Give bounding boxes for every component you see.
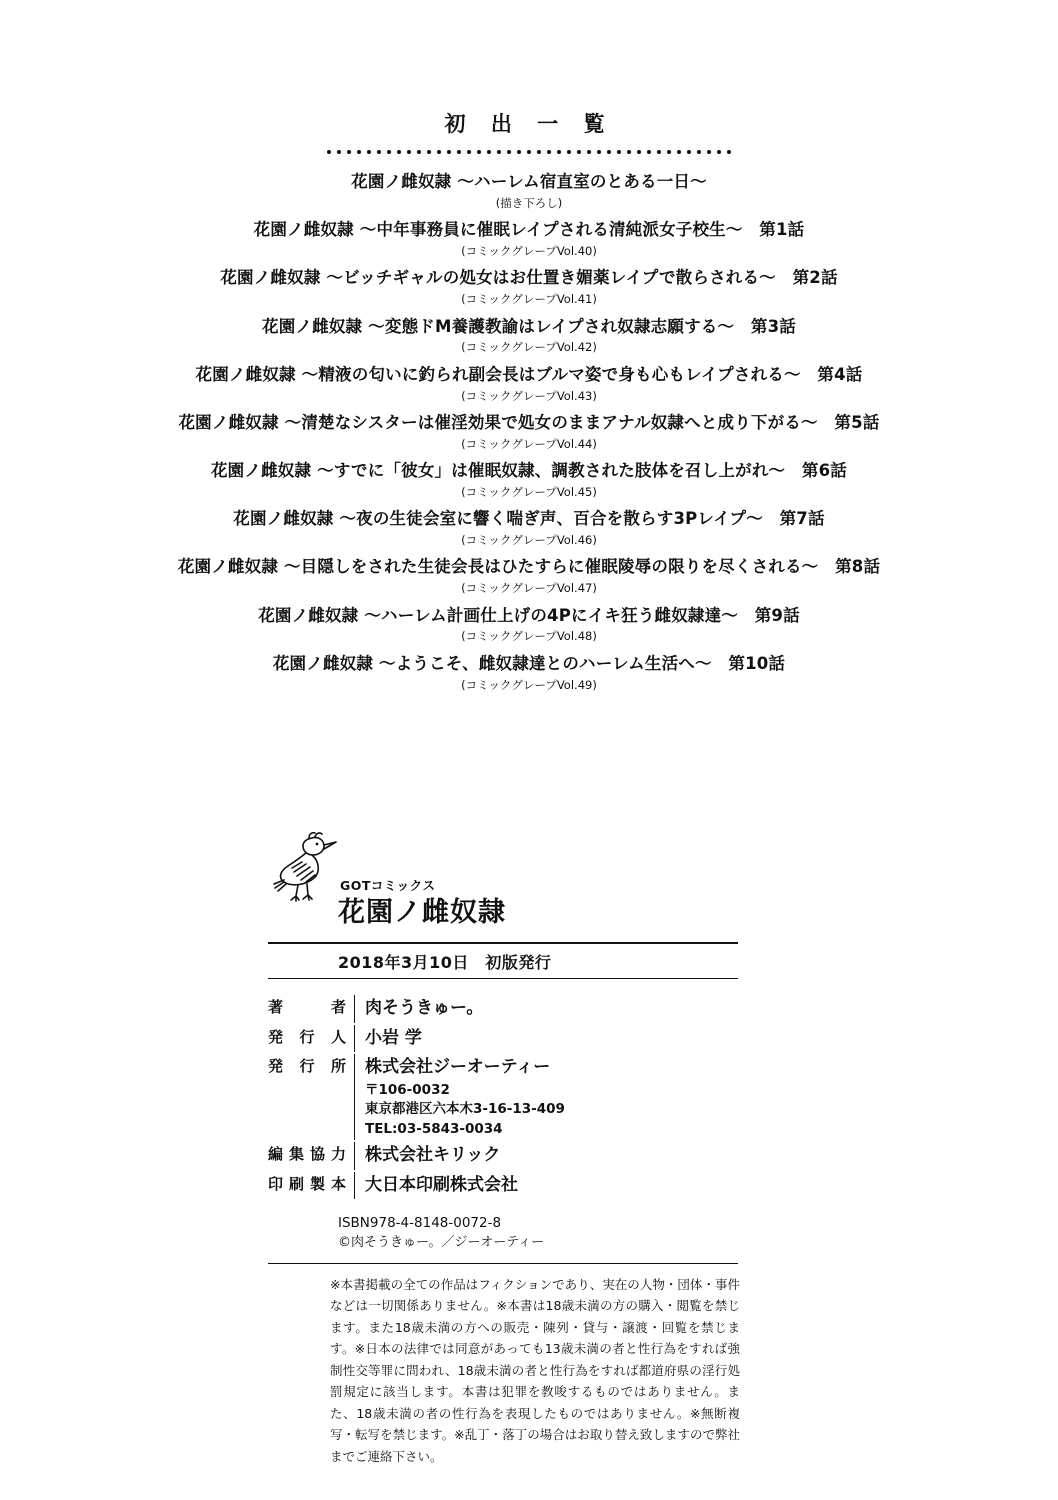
credit-value: 株式会社キリック bbox=[354, 1142, 500, 1170]
entry-source: (コミックグレープVol.48) bbox=[461, 629, 597, 644]
credit-value bbox=[354, 1054, 565, 1140]
dotted-divider bbox=[327, 148, 731, 156]
publisher-brand: GOTコミックス bbox=[340, 878, 436, 893]
first-appearance-heading: 初 出 一 覧 bbox=[444, 112, 614, 136]
entry-source: (描き下ろし) bbox=[495, 195, 563, 210]
list-item bbox=[0, 604, 1058, 646]
publisher-name: 株式会社ジーオーティー bbox=[365, 1057, 551, 1077]
entry-title: 花園ノ雌奴隷 〜ハーレム計画仕上げの4Pにイキ狂う雌奴隷達〜 第9話 bbox=[258, 605, 800, 625]
list-item bbox=[0, 218, 1058, 260]
entry-source: (コミックグレープVol.43) bbox=[461, 388, 597, 403]
entry-source: (コミックグレープVol.40) bbox=[461, 244, 597, 259]
entry-source: (コミックグレープVol.47) bbox=[461, 581, 597, 596]
entry-source: (コミックグレープVol.42) bbox=[461, 340, 597, 355]
entry-source: (コミックグレープVol.41) bbox=[461, 292, 597, 307]
credit-label: 著者 bbox=[268, 998, 346, 1016]
divider-thin bbox=[268, 978, 738, 979]
publisher-postcode: 〒106-0032 bbox=[365, 1081, 450, 1098]
entry-source: (コミックグレープVol.44) bbox=[461, 436, 597, 451]
entry-source: (コミックグレープVol.45) bbox=[461, 484, 597, 499]
copyright-notice: ©肉そうきゅー。／ジーオーティー bbox=[338, 1235, 545, 1251]
entry-title: 花園ノ雌奴隷 〜清楚なシスターは催淫効果で処女のままアナル奴隷へと成り下がる〜 第5話 bbox=[178, 412, 880, 432]
credit-label: 印刷製本 bbox=[268, 1174, 346, 1193]
credit-value: 肉そうきゅー。 bbox=[354, 995, 483, 1023]
entry-title: 花園ノ雌奴隷 〜ビッチギャルの処女はお仕置き媚薬レイプで散らされる〜 第2話 bbox=[220, 268, 838, 288]
list-item bbox=[0, 363, 1058, 405]
publisher-phone: TEL:03-5843-0034 bbox=[365, 1120, 503, 1137]
table-row bbox=[268, 1025, 738, 1053]
table-row bbox=[268, 1142, 738, 1170]
entry-source: (コミックグレープVol.49) bbox=[461, 677, 597, 692]
publisher-logo-row bbox=[268, 828, 738, 928]
list-item bbox=[0, 459, 1058, 501]
credit-value: 小岩 学 bbox=[354, 1025, 422, 1053]
table-row bbox=[268, 995, 738, 1023]
entry-title: 花園ノ雌奴隷 〜ハーレム宿直室のとある一日〜 bbox=[351, 172, 707, 191]
credit-label: 発行所 bbox=[268, 1057, 346, 1075]
legal-notice: ※本書掲載の全ての作品はフィクションであり、実在の人物・団体・事件などは一切関係ありません。※本書は18歳未満の方の購入・閲覧を禁じます。また18歳未満の方への販売・陳列・貸与・譲渡・回覧を禁じます。※日本の法律では同意があっても13歳未満の者と性行為をすれば強制性交等罪に問われ、18歳未満の者と性行為をすれば都道府県の淫行処罰規定に該当します。本書は犯罪を教唆するものではありません。また、18歳未満の者の性行為を表現したものではありません。※無断複写・転写を禁じます。※乱丁・落丁の場合はお取り替え致しますので弊社までご連絡下さい。 bbox=[330, 1276, 740, 1464]
book-title: 花園ノ雌奴隷 bbox=[338, 897, 506, 928]
divider-bottom bbox=[268, 1263, 738, 1264]
entry-source: (コミックグレープVol.46) bbox=[461, 533, 597, 548]
list-item bbox=[0, 652, 1058, 694]
list-item bbox=[0, 411, 1058, 453]
first-appearance-section bbox=[0, 108, 1058, 700]
isbn: ISBN978-4-8148-0072-8 bbox=[338, 1215, 502, 1232]
entry-title: 花園ノ雌奴隷 〜夜の生徒会室に響く喘ぎ声、百合を散らす3Pレイプ〜 第7話 bbox=[233, 509, 825, 529]
list-item bbox=[0, 170, 1058, 212]
credit-label: 発行人 bbox=[268, 1027, 346, 1046]
list-item bbox=[0, 315, 1058, 357]
entry-title: 花園ノ雌奴隷 〜精液の匂いに釣られ副会長はブルマ姿で身も心もレイプされる〜 第4話 bbox=[195, 364, 863, 384]
entry-title: 花園ノ雌奴隷 〜目隠しをされた生徒会長はひたすらに催眠陵辱の限りを尽くされる〜 第8話 bbox=[177, 557, 881, 577]
entry-title: 花園ノ雌奴隷 〜中年事務員に催眠レイプされる清純派女子校生〜 第1話 bbox=[253, 220, 805, 240]
table-row bbox=[268, 1172, 738, 1200]
list-item bbox=[0, 555, 1058, 597]
publisher-address: 東京都港区六本木3-16-13-409 bbox=[365, 1101, 565, 1118]
imprint-section bbox=[268, 828, 738, 1467]
list-item bbox=[0, 507, 1058, 549]
publication-date: 2018年3月10日 初版発行 bbox=[338, 953, 552, 972]
list-item bbox=[0, 266, 1058, 308]
credit-label: 編集協力 bbox=[268, 1145, 346, 1164]
entry-title: 花園ノ雌奴隷 〜すでに「彼女」は催眠奴隷、調教された肢体を召し上がれ〜 第6話 bbox=[210, 461, 848, 481]
credit-value: 大日本印刷株式会社 bbox=[354, 1172, 518, 1200]
entry-title: 花園ノ雌奴隷 〜ようこそ、雌奴隷達とのハーレム生活へ〜 第10話 bbox=[272, 653, 786, 673]
bird-logo-icon bbox=[268, 828, 340, 904]
entry-title: 花園ノ雌奴隷 〜変態ドM養護教諭はレイプされ奴隷志願する〜 第3話 bbox=[262, 316, 796, 336]
credits-table bbox=[268, 995, 738, 1199]
table-row bbox=[268, 1054, 738, 1140]
